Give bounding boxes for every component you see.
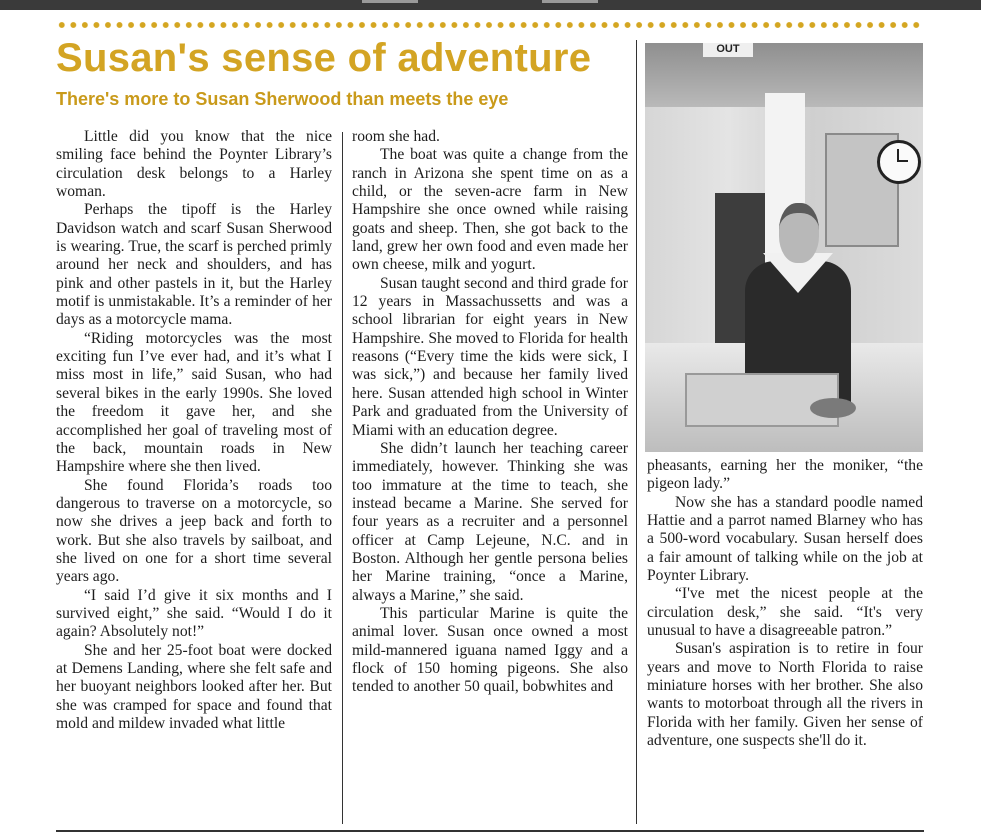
article-column-3 bbox=[647, 457, 923, 751]
article-paragraph: This particular Marine is quite the animal lover. Susan once owned a most mild-mannered iguana named Iggy and a flock of 150 homing pigeons. She also tended to another 50 quail, bobwhites and bbox=[352, 604, 628, 696]
article-paragraph: pheasants, earning her the moniker, “the pigeon lady.” bbox=[647, 457, 923, 493]
article-paragraph: “Riding motorcycles was the most exciting fun I’ve ever had, and it’s what I miss most in life,” said Susan, who had several bikes in the early 1990s. She loved the freedom it gave her, and she accomplished her goal of traveling most of the back, mountain roads in New Hampshire where she then lived. bbox=[56, 329, 332, 476]
subheadline: There's more to Susan Sherwood than meets the eye bbox=[56, 89, 509, 109]
article-paragraph: She and her 25-foot boat were docked at Demens Landing, where she felt safe and her buoyant neighbors looked after her. But she was cramped for space and found that mold and mildew invaded what little bbox=[56, 641, 332, 732]
person-head bbox=[779, 203, 819, 263]
toolbar-tab[interactable] bbox=[542, 0, 598, 3]
article-paragraph: She didn’t launch her teaching career immediately, however. Thinking she was too immature at the time to teach, she instead became a Marine. She served for four years as a recruiter and a personnel officer at Camp Lejeune, N.C. and in Boston. Although her gentle persona belies her Marine training, “once a Marine, always a Marine,” she said. bbox=[352, 439, 628, 604]
exit-sign: OUT bbox=[703, 43, 753, 57]
article-column-1 bbox=[56, 128, 332, 733]
article-column-2 bbox=[352, 128, 628, 697]
article-paragraph: Perhaps the tipoff is the Harley Davidson watch and scarf Susan Sherwood is wearing. True, the scarf is perched primly around her neck and shoulders, and has pink and other pastels in it, but the Harley motif is unmistakable. It’s a reminder of her days as a motorcycle mama. bbox=[56, 201, 332, 329]
article-paragraph: Now she has a standard poodle named Hattie and a parrot named Blarney who has a 500-word vocabulary. Susan herself does a fair amount of talking while on the job at Poynter Library. bbox=[647, 493, 923, 585]
susan-photo bbox=[645, 43, 923, 452]
article-paragraph: Susan's aspiration is to retire in four years and move to North Florida to raise miniature horses with her brother. She also wants to motorboat through all the rivers in Florida with her family. Given her sense of adventure, one suspects she'll do it. bbox=[647, 640, 923, 750]
article-paragraph: room she had. bbox=[352, 128, 440, 145]
column-divider bbox=[342, 132, 343, 824]
article-paragraph: Little did you know that the nice smiling face behind the Poynter Library’s circulation desk belongs to a Harley woman. bbox=[56, 128, 332, 201]
article-paragraph: “I said I’d give it six months and I survived eight,” she said. “Would I do it again? Absolutely not!” bbox=[56, 586, 332, 641]
toolbar-tab[interactable] bbox=[362, 0, 418, 3]
article-paragraph: The boat was quite a change from the ranch in Arizona she spent time on as a child, or the seven-acre farm in New Hampshire she once owned while raising goats and sheep. Then, she got back to the land, grew her own food and even made her own cheese, milk and yogurt. bbox=[352, 146, 628, 274]
wall-clock-icon bbox=[877, 140, 921, 184]
window-top-bar bbox=[0, 0, 981, 10]
bottom-rule bbox=[56, 830, 924, 832]
dotted-gold-rule bbox=[56, 21, 924, 29]
article-paragraph: “I've met the nicest people at the circulation desk,” she said. “It's very unusual to have a disagreeable patron.” bbox=[647, 585, 923, 640]
headline: Susan's sense of adventure bbox=[56, 36, 592, 80]
column-divider bbox=[636, 40, 637, 824]
desk-flowers bbox=[810, 398, 856, 418]
article-paragraph: She found Florida’s roads too dangerous to traverse on a motorcycle, so now she drives a jeep back and forth to work. But she also travels by sailboat, and she lived on one for a short time several years ago. bbox=[56, 476, 332, 586]
article-paragraph: Susan taught second and third grade for 12 years in Massachussetts and was a school librarian for eight years in New Hampshire. She moved to Florida for health reasons (“Every time the kids were sick, I was sick,”) and because her family lived here. Susan attended high school in Winter Park and graduated from the University of Miami with an education degree. bbox=[352, 274, 628, 439]
